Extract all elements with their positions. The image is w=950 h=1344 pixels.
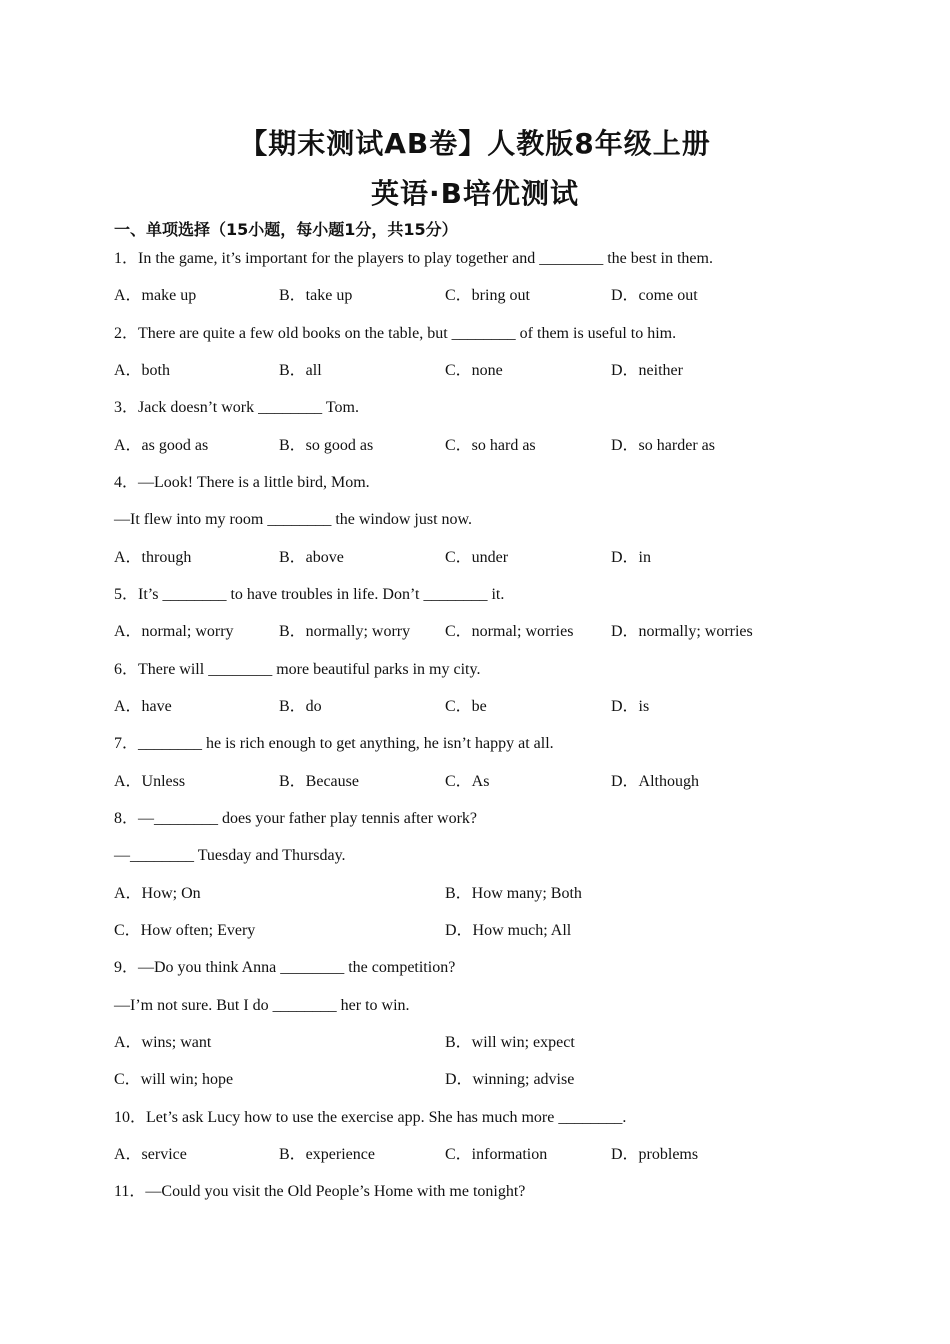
q10-option-a: A．service bbox=[114, 1146, 187, 1163]
q6-option-d: D．is bbox=[611, 698, 650, 715]
question-8-reply: —________ Tuesday and Thursday. bbox=[114, 847, 346, 864]
q6-option-c: C．be bbox=[445, 698, 487, 715]
question-1-stem: 1．In the game, it’s important for the players to play together and ________ the best in them. bbox=[114, 250, 713, 267]
question-5-stem: 5．It’s ________ to have troubles in life. Don’t ________ it. bbox=[114, 586, 505, 603]
question-6-stem: 6．There will ________ more beautiful parks in my city. bbox=[114, 661, 481, 678]
q10-option-d: D．problems bbox=[611, 1146, 699, 1163]
q3-option-c: C．so hard as bbox=[445, 437, 536, 454]
q8-option-d: D．How much; All bbox=[445, 922, 572, 939]
page-subtitle: 英语·B培优测试 bbox=[371, 177, 579, 210]
q6-option-b: B．do bbox=[279, 698, 322, 715]
question-9-stem: 9．—Do you think Anna ________ the competition? bbox=[114, 959, 456, 976]
question-3-stem: 3．Jack doesn’t work ________ Tom. bbox=[114, 399, 359, 416]
q9-option-d: D．winning; advise bbox=[445, 1071, 575, 1088]
question-9-reply: —I’m not sure. But I do ________ her to win. bbox=[114, 997, 410, 1014]
q1-option-a: A．make up bbox=[114, 287, 197, 304]
q7-option-d: D．Although bbox=[611, 773, 700, 790]
question-4-stem: 4．—Look! There is a little bird, Mom. bbox=[114, 474, 370, 491]
q9-option-b: B．will win; expect bbox=[445, 1034, 575, 1051]
question-7-stem: 7．________ he is rich enough to get anything, he isn’t happy at all. bbox=[114, 735, 554, 752]
page-title: 【期末测试AB卷】人教版8年级上册 bbox=[239, 127, 711, 160]
q10-option-b: B．experience bbox=[279, 1146, 375, 1163]
q1-option-d: D．come out bbox=[611, 287, 698, 304]
q2-option-c: C．none bbox=[445, 362, 503, 379]
q8-option-b: B．How many; Both bbox=[445, 885, 582, 902]
q2-option-b: B．all bbox=[279, 362, 322, 379]
q4-option-c: C．under bbox=[445, 549, 509, 566]
q3-option-b: B．so good as bbox=[279, 437, 374, 454]
q4-option-b: B．above bbox=[279, 549, 344, 566]
q8-option-c: C．How often; Every bbox=[114, 922, 256, 939]
q9-option-c: C．will win; hope bbox=[114, 1071, 234, 1088]
q5-option-d: D．normally; worries bbox=[611, 623, 753, 640]
q4-option-a: A．through bbox=[114, 549, 192, 566]
question-2-stem: 2．There are quite a few old books on the table, but ________ of them is useful to him. bbox=[114, 325, 677, 342]
q7-option-a: A．Unless bbox=[114, 773, 186, 790]
q4-option-d: D．in bbox=[611, 549, 652, 566]
q5-option-c: C．normal; worries bbox=[445, 623, 574, 640]
q1-option-b: B．take up bbox=[279, 287, 353, 304]
q2-option-a: A．both bbox=[114, 362, 171, 379]
q3-option-d: D．so harder as bbox=[611, 437, 715, 454]
q9-option-a: A．wins; want bbox=[114, 1034, 212, 1051]
q6-option-a: A．have bbox=[114, 698, 172, 715]
q7-option-b: B．Because bbox=[279, 773, 359, 790]
q5-option-b: B．normally; worry bbox=[279, 623, 411, 640]
q2-option-d: D．neither bbox=[611, 362, 683, 379]
question-11-stem: 11．—Could you visit the Old People’s Home with me tonight? bbox=[114, 1183, 526, 1200]
q3-option-a: A．as good as bbox=[114, 437, 209, 454]
q10-option-c: C．information bbox=[445, 1146, 548, 1163]
q8-option-a: A．How; On bbox=[114, 885, 201, 902]
section-heading: 一、单项选择（15小题，每小题1分，共15分） bbox=[114, 220, 458, 239]
q1-option-c: C．bring out bbox=[445, 287, 530, 304]
question-4-reply: —It flew into my room ________ the window just now. bbox=[114, 511, 473, 528]
q7-option-c: C．As bbox=[445, 773, 490, 790]
question-10-stem: 10．Let’s ask Lucy how to use the exercise app. She has much more ________. bbox=[114, 1109, 627, 1126]
question-8-stem: 8．—________ does your father play tennis after work? bbox=[114, 810, 478, 827]
q5-option-a: A．normal; worry bbox=[114, 623, 234, 640]
